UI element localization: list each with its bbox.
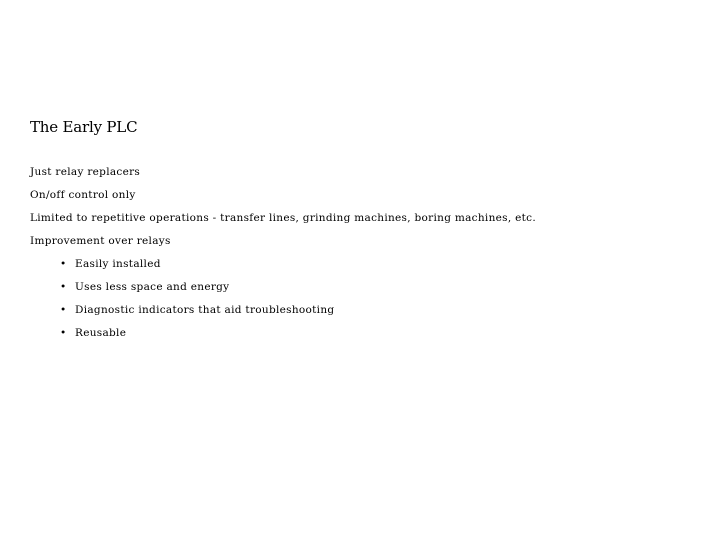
subpoint-diagnostic-indicators	[60, 304, 334, 316]
subpoint-label: Reusable	[75, 327, 127, 339]
point-on-off-control: On/off control only	[30, 189, 136, 201]
bullet-icon: •	[60, 327, 67, 339]
subpoint-easily-installed	[60, 258, 161, 270]
subpoint-label: Diagnostic indicators that aid troubleshooting	[75, 304, 335, 316]
bullet-icon: •	[60, 281, 67, 293]
point-repetitive-operations: Limited to repetitive operations - transfer lines, grinding machines, boring machines, etc.	[30, 212, 536, 224]
bullet-icon: •	[60, 304, 67, 316]
subpoint-label: Uses less space and energy	[75, 281, 230, 293]
subpoint-label: Easily installed	[75, 258, 161, 270]
bullet-icon: •	[60, 258, 67, 270]
point-relay-replacers: Just relay replacers	[30, 166, 141, 178]
subpoint-reusable	[60, 327, 126, 339]
subpoint-less-space-energy	[60, 281, 229, 293]
point-improvement-over-relays: Improvement over relays	[30, 235, 171, 247]
slide-title: The Early PLC	[30, 118, 138, 136]
